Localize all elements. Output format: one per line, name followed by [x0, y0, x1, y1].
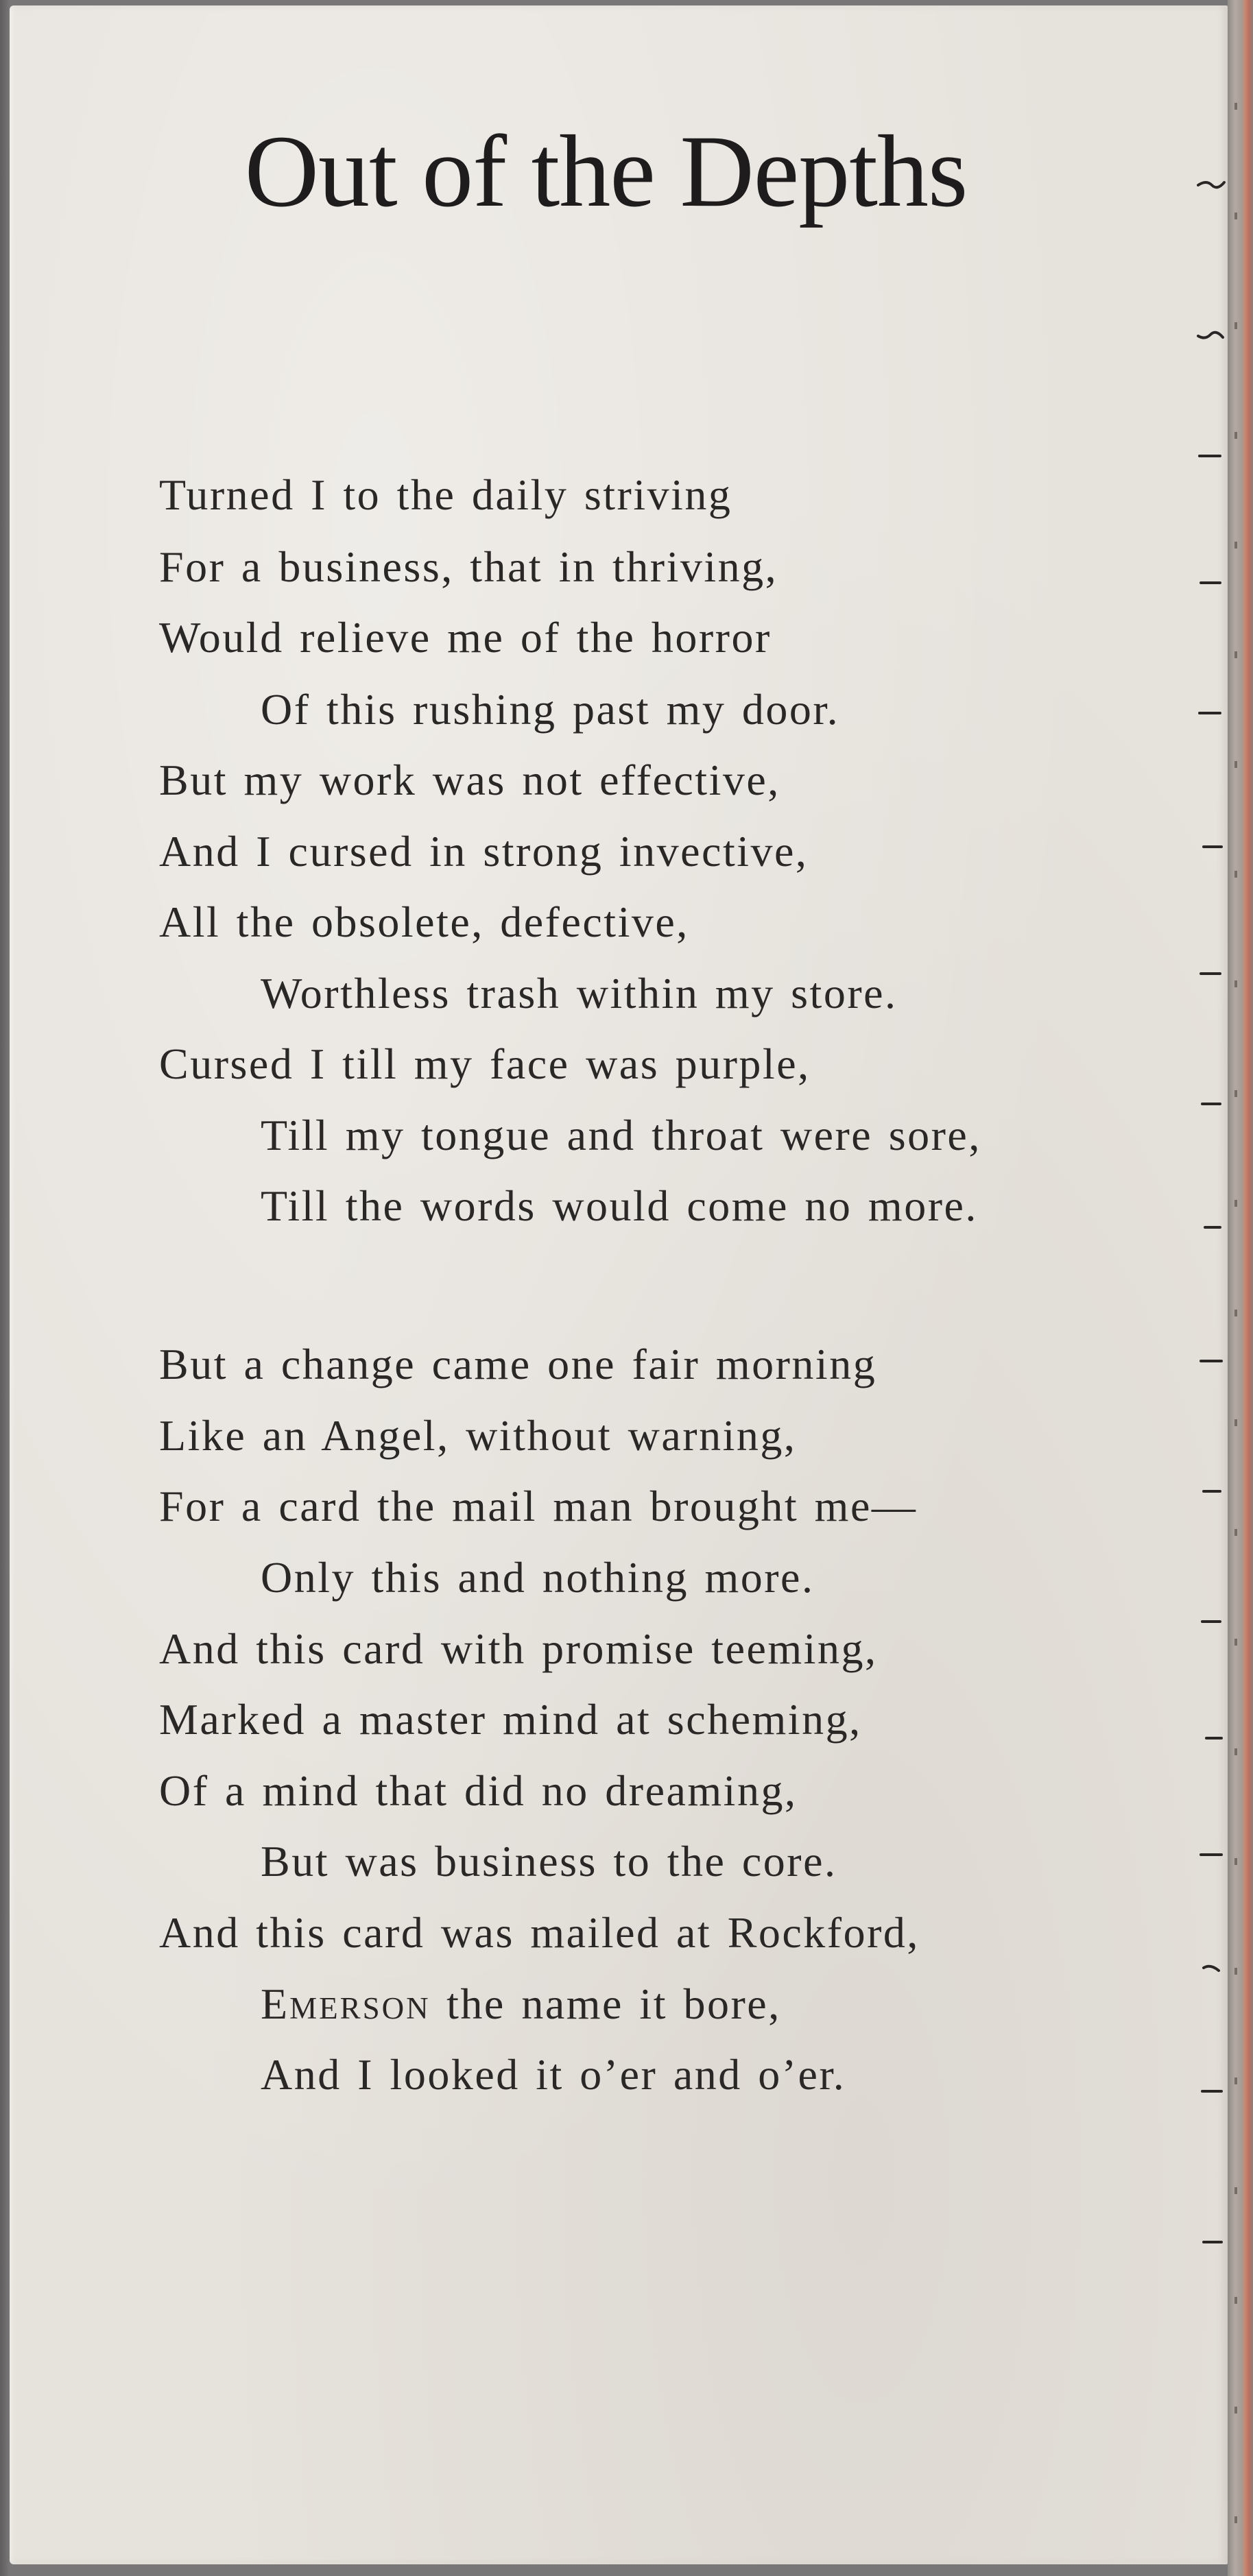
book-spine	[1228, 0, 1253, 2576]
poem-line: Cursed I till my face was purple,	[159, 1039, 811, 1088]
poem-line: Would relieve me of the horror	[159, 613, 772, 662]
poem-line: But my work was not effective,	[159, 756, 780, 804]
poem-line: For a business, that in thriving,	[159, 542, 778, 591]
poem-line: All the obsolete, defective,	[159, 898, 689, 946]
paper-sheet	[10, 5, 1228, 2564]
poem-line: Like an Angel, without warning,	[159, 1411, 797, 1460]
poem-line: Till the words would come no more.	[261, 1181, 978, 1230]
poem-line: Till my tongue and throat were sore,	[261, 1111, 981, 1159]
poem-line: And this card with promise teeming,	[159, 1624, 878, 1673]
poem-line: Worthless trash within my store.	[261, 969, 898, 1018]
poem-line: But a change came one fair morning	[159, 1340, 877, 1388]
poem-line: Of a mind that did no dreaming,	[159, 1766, 798, 1815]
emerson-name: Emerson	[261, 1979, 431, 2028]
poem-line	[261, 1979, 781, 2028]
poem-line: Marked a master mind at scheming,	[159, 1695, 862, 1744]
poem-line-rest: the name it bore,	[430, 1979, 781, 2028]
poem-line: And I cursed in strong invective,	[159, 827, 809, 876]
poem-line: And this card was mailed at Rockford,	[159, 1908, 920, 1957]
poem-title: Out of the Depths	[244, 115, 968, 228]
poem-line: But was business to the core.	[261, 1837, 837, 1886]
poem-line: For a card the mail man brought me—	[159, 1482, 918, 1530]
poem-line: Of this rushing past my door.	[261, 685, 840, 734]
poem-line: And I looked it o’er and o’er.	[261, 2050, 846, 2099]
page-edge-marks	[1197, 0, 1228, 2576]
poem-line: Only this and nothing more.	[261, 1553, 815, 1602]
poem-line: Turned I to the daily striving	[159, 470, 732, 519]
